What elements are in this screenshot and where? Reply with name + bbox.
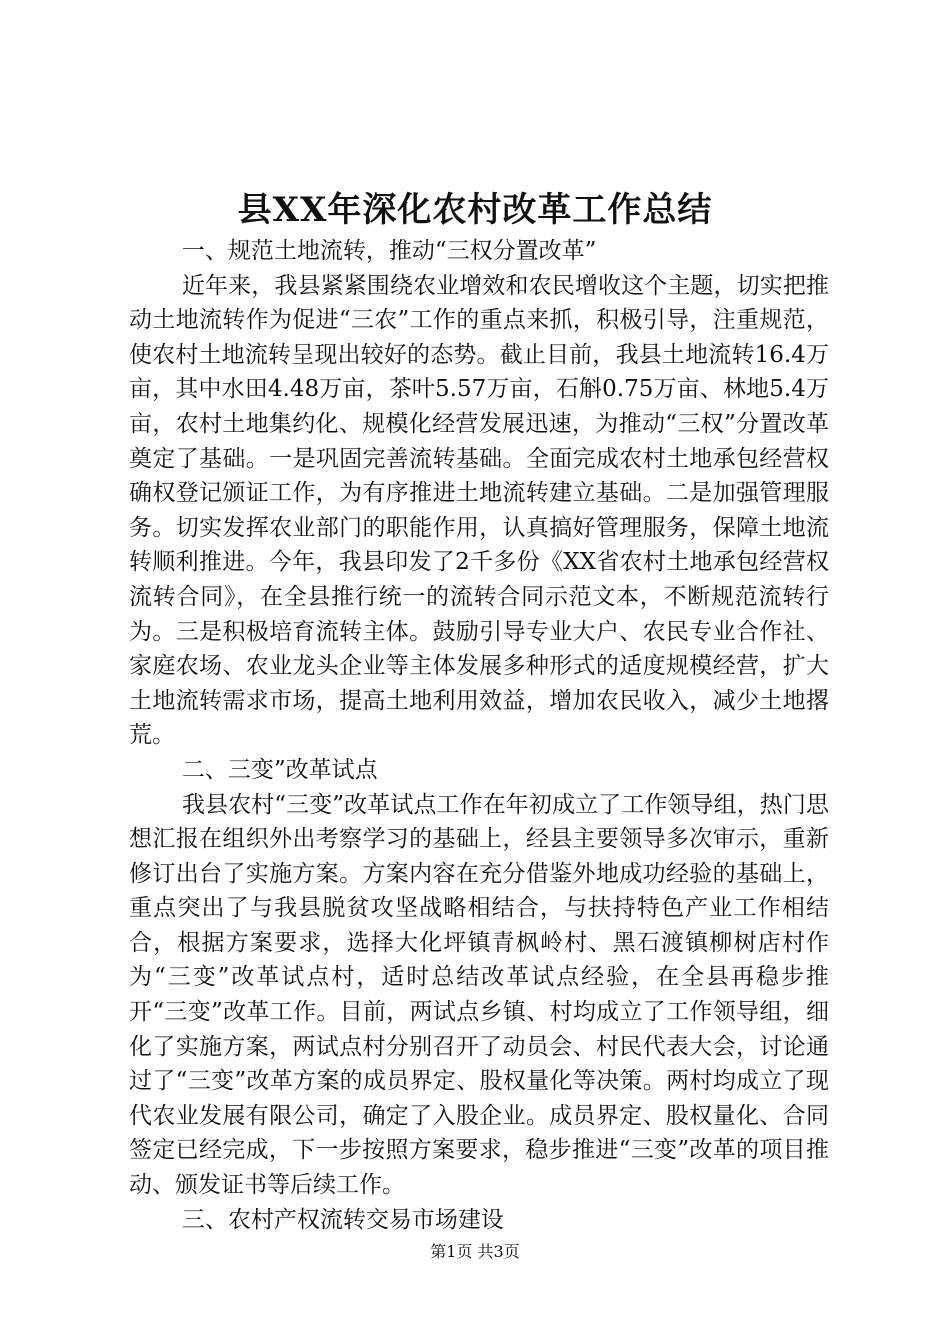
document-body bbox=[129, 234, 829, 1237]
page-footer: 第1页 共3页 bbox=[430, 1242, 520, 1261]
document-title: 县XX年深化农村改革工作总结 bbox=[237, 190, 713, 230]
section-paragraph-1: 近年来，我县紧紧围绕农业增效和农民增收这个主题，切实把推动土地流转作为促进“三农”工作的重点来抓，积极引导，注重规范，使农村土地流转呈现出较好的态势。截止目前，我县土地流转16.4万亩，其中水田4.48万亩，茶叶5.57万亩，石斛0.75万亩、林地5.4万亩，农村土地集约化、规模化经营发展迅速，为推动“三权”分置改革奠定了基础。一是巩固完善流转基础。全面完成农村土地承包经营权确权登记颁证工作，为有序推进土地流转建立基础。二是加强管理服务。切实发挥农业部门的职能作用，认真搞好管理服务，保障土地流转顺利推进。今年，我县印发了2千多份《XX省农村土地承包经营权流转合同》，在全县推行统一的流转合同示范文本，不断规范流转行为。三是积极培育流转主体。鼓励引导专业大户、农民专业合作社、家庭农场、农业龙头企业等主体发展多种形式的适度规模经营，扩大土地流转需求市场，提高土地利用效益，增加农民收入，减少土地撂荒。 bbox=[129, 272, 829, 749]
section-heading-2: 二、三变”改革试点 bbox=[181, 756, 378, 783]
section-paragraph-2: 我县农村“三变”改革试点工作在年初成立了工作领导组，热门思想汇报在组织外出考察学习的基础上，经县主要领导多次审示，重新修订出台了实施方案。方案内容在充分借鉴外地成功经验的基础上，重点突出了与我县脱贫攻坚战略相结合，与扶持特色产业工作相结合，根据方案要求，选择大化坪镇青枫岭村、黑石渡镇柳树店村作为“三变”改革试点村，适时总结改革试点经验，在全县再稳步推开“三变”改革工作。目前，两试点乡镇、村均成立了工作领导组，细化了实施方案，两试点村分别召开了动员会、村民代表大会，讨论通过了“三变”改革方案的成员界定、股权量化等决策。两村均成立了现代农业发展有限公司，确定了入股企业。成员界定、股权量化、合同签定已经完成，下一步按照方案要求，稳步推进“三变”改革的项目推动、颁发证书等后续工作。 bbox=[129, 791, 829, 1199]
section-heading-1: 一、规范土地流转，推动“三权分置改革” bbox=[181, 238, 597, 264]
section-heading-3: 三、农村产权流转交易市场建设 bbox=[181, 1206, 504, 1233]
